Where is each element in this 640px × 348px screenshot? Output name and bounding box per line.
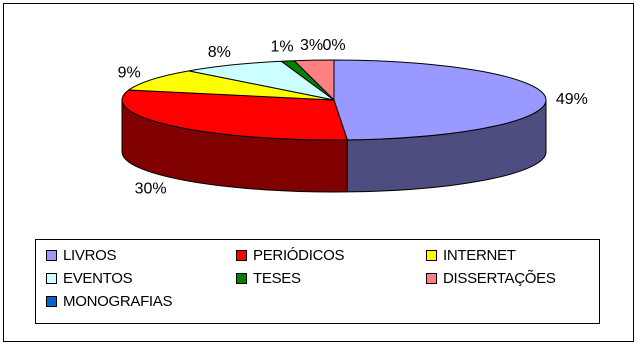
legend-swatch bbox=[46, 250, 57, 261]
legend-label: TESES bbox=[253, 269, 301, 287]
legend-label: DISSERTAÇÕES bbox=[443, 269, 556, 287]
data-label-monografias: 0% bbox=[322, 37, 346, 54]
legend-label: EVENTOS bbox=[63, 269, 133, 287]
data-label-internet: 9% bbox=[117, 64, 141, 82]
legend-label: MONOGRAFIAS bbox=[63, 292, 173, 310]
pie-chart bbox=[4, 4, 635, 234]
data-label-eventos: 8% bbox=[207, 43, 231, 61]
legend-item-dissertações bbox=[426, 269, 556, 287]
data-label-periódicos: 30% bbox=[134, 180, 167, 198]
legend-swatch bbox=[426, 273, 437, 284]
legend-swatch bbox=[236, 273, 247, 284]
chart-area bbox=[3, 3, 634, 342]
legend-item-eventos bbox=[46, 269, 132, 287]
legend-swatch bbox=[46, 273, 57, 284]
legend-item-livros bbox=[46, 246, 116, 264]
legend-item-periódicos bbox=[236, 246, 344, 264]
legend-swatch bbox=[426, 250, 437, 261]
data-label-teses: 1% bbox=[270, 38, 294, 56]
data-label-livros: 49% bbox=[555, 91, 588, 109]
legend-item-teses bbox=[236, 269, 301, 287]
legend-swatch bbox=[236, 250, 247, 261]
legend-label: LIVROS bbox=[63, 246, 117, 264]
legend bbox=[35, 239, 600, 324]
data-label-dissertações: 3% bbox=[300, 37, 324, 55]
legend-item-internet bbox=[426, 246, 516, 264]
legend-label: INTERNET bbox=[443, 246, 516, 264]
legend-label: PERIÓDICOS bbox=[253, 246, 345, 264]
legend-swatch bbox=[46, 296, 57, 307]
legend-item-monografias bbox=[46, 292, 172, 310]
